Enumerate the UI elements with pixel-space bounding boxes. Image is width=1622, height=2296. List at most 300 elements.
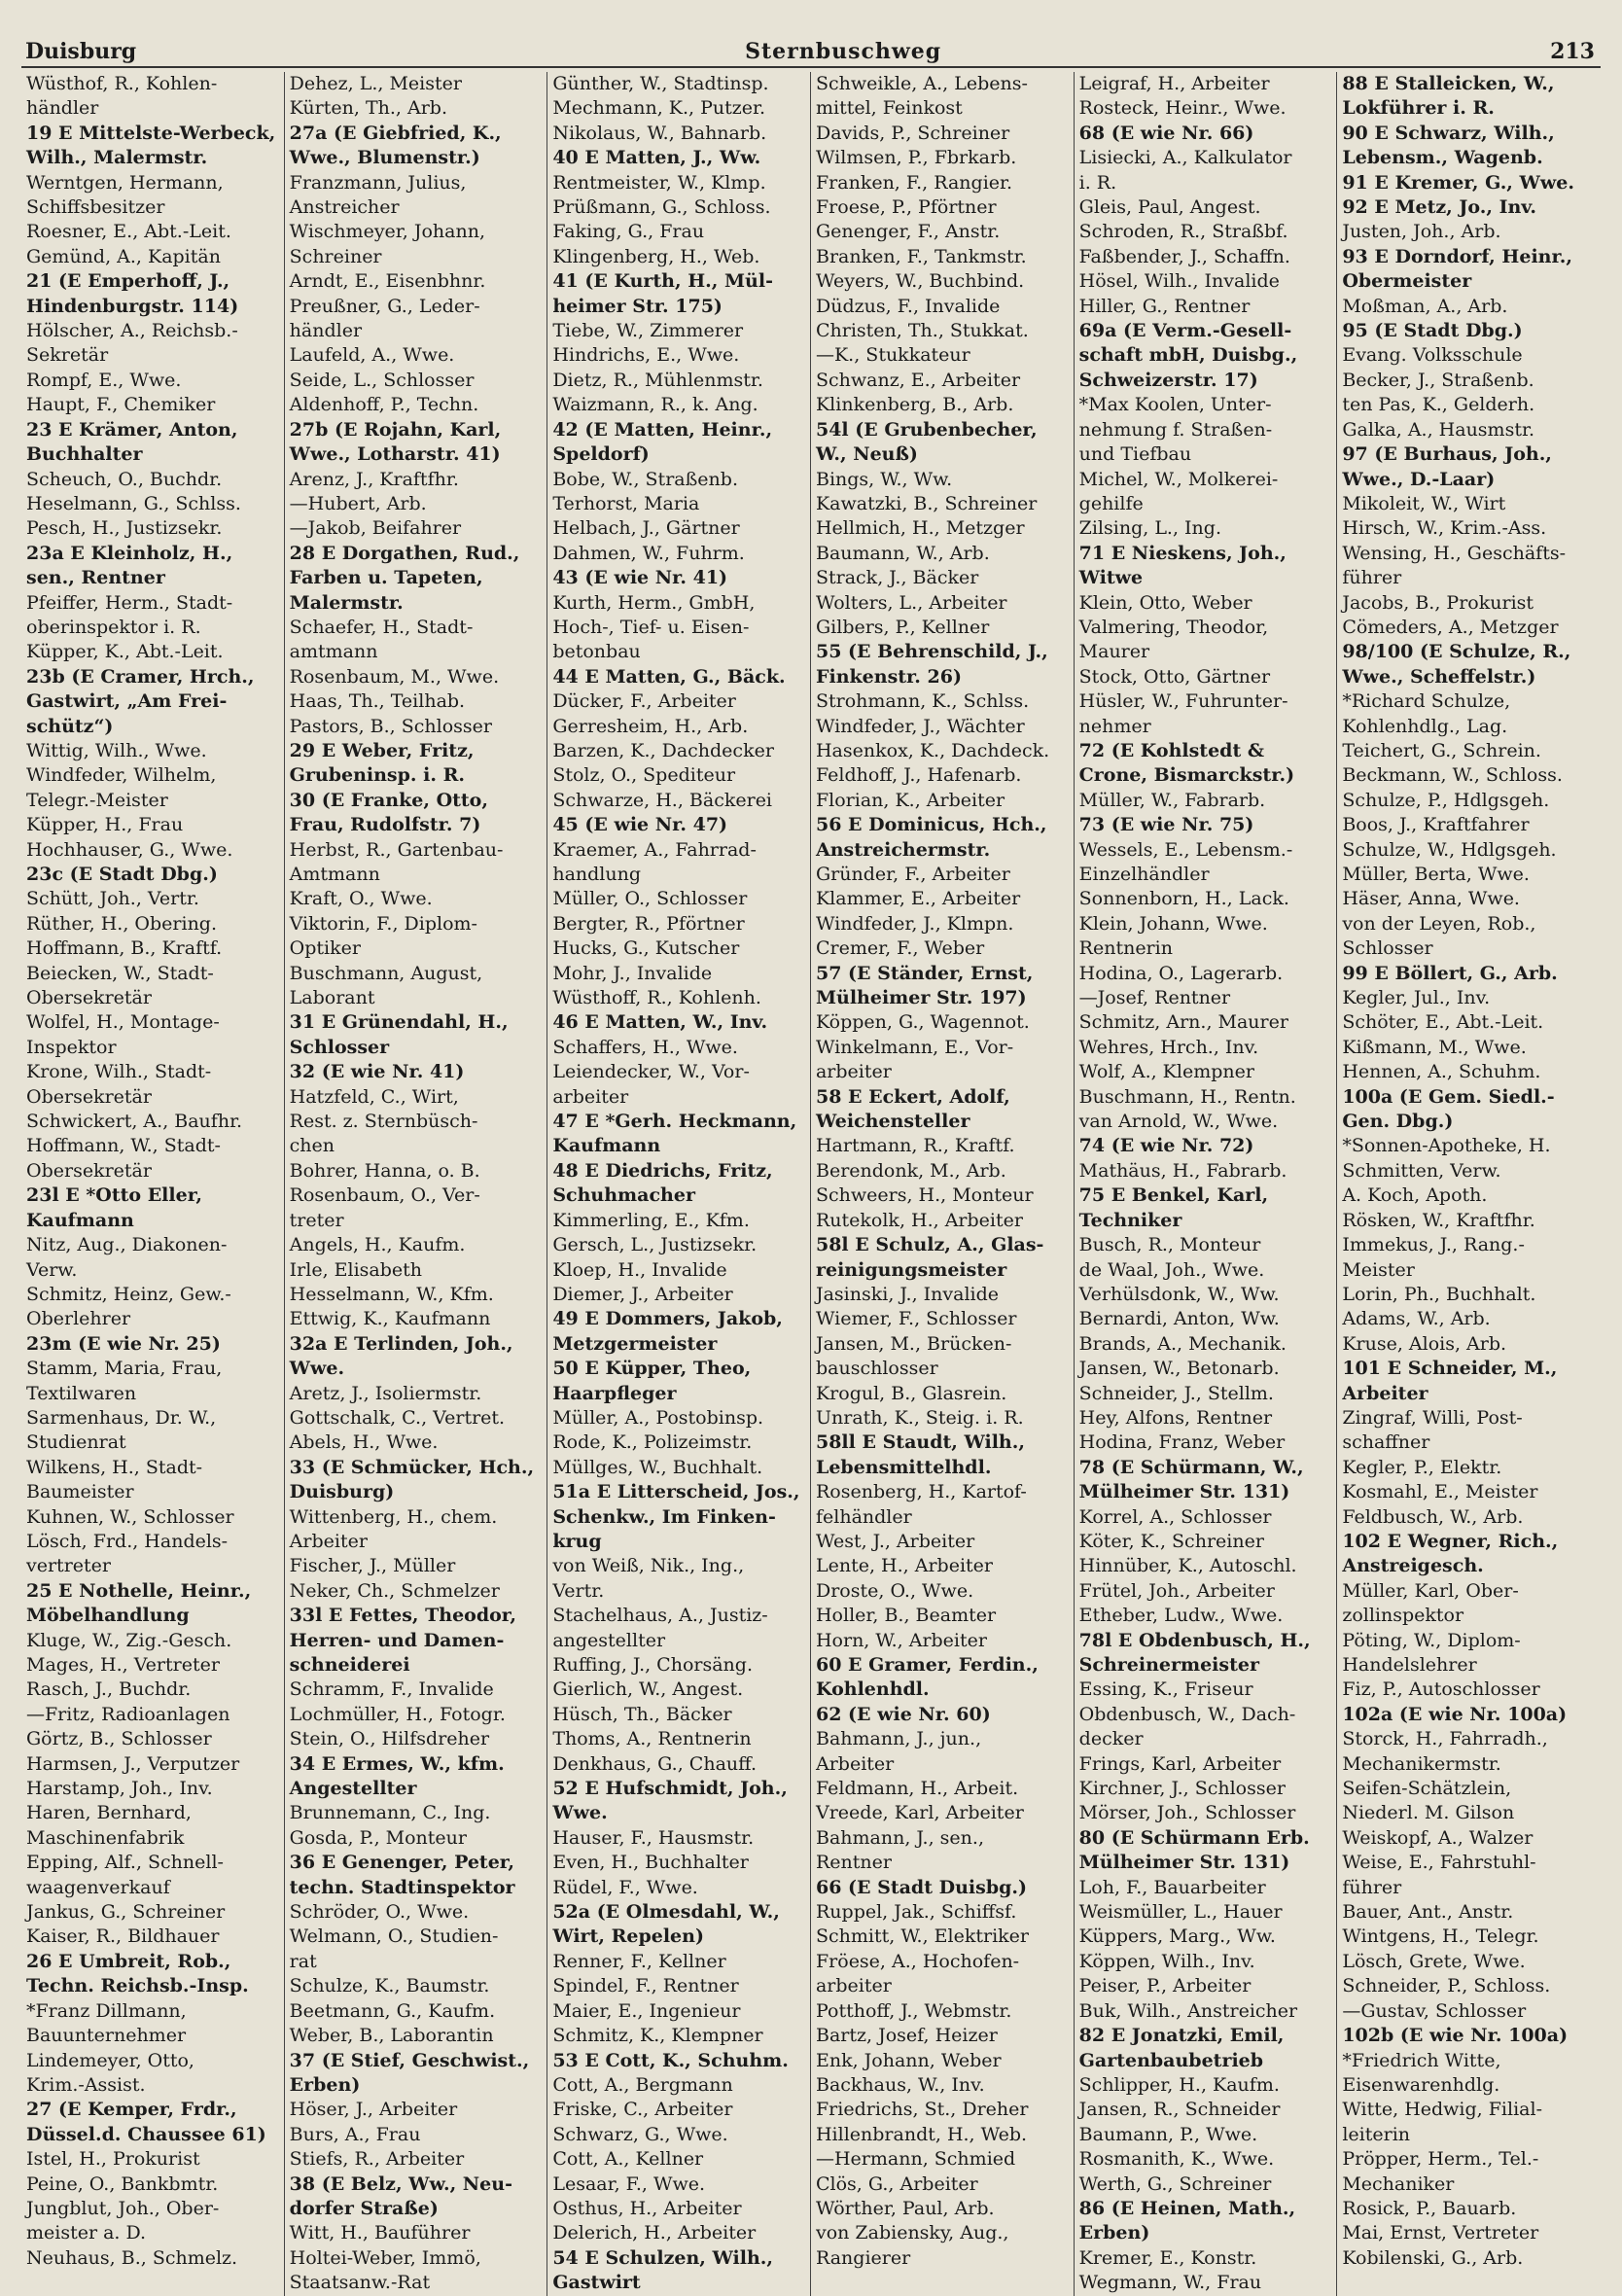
directory-entry: Mathäus, H., Fabrarb.	[1078, 1159, 1287, 1182]
directory-entry: Klein, Otto, Weber	[1078, 591, 1252, 614]
directory-entry: Storck, H., Fahrradh., Mechanikermstr.	[1342, 1728, 1548, 1775]
directory-entry: 75 E Benkel, Karl, Techniker	[1078, 1184, 1269, 1231]
directory-entry: Angels, H., Kaufm.	[289, 1234, 466, 1256]
directory-entry: Michel, W., Molkerei- gehilfe	[1078, 468, 1279, 514]
directory-entry: Feldhoff, J., Hafenarb.	[815, 764, 1022, 787]
directory-entry: —Josef, Rentner	[1078, 987, 1231, 1009]
directory-entry: Windfeder, J., Wächter	[815, 715, 1025, 737]
directory-entry: Franken, F., Rangier.	[815, 171, 1013, 194]
directory-entry: Müller, Berta, Wwe.	[1342, 864, 1530, 885]
directory-entry: Hinnüber, K., Autoschl.	[1078, 1555, 1297, 1577]
directory-entry: Berendonk, M., Arb.	[815, 1159, 1006, 1182]
directory-entry: Rentmeister, W., Klmp.	[552, 171, 766, 194]
directory-entry: Fiz, P., Autoschlosser	[1342, 1678, 1540, 1701]
directory-entry: Klammer, E., Arbeiter	[815, 888, 1021, 910]
column-1	[21, 72, 285, 2296]
directory-entry: Dücker, F., Arbeiter	[552, 690, 736, 713]
directory-entry: 37 (E Stief, Geschwist., Erben)	[289, 2049, 530, 2096]
directory-entry: 33 (E Schmücker, Hch., Duisburg)	[289, 1456, 535, 1503]
directory-entry: Mörser, Joh., Schlosser	[1078, 1802, 1296, 1824]
directory-entry: Werntgen, Hermann, Schiffsbesitzer	[26, 171, 224, 219]
directory-entry: Epping, Alf., Schnell- waagenverkauf	[26, 1852, 224, 1898]
directory-entry: Stachelhaus, A., Justiz- angestellter	[552, 1605, 768, 1651]
directory-entry: Hennen, A., Schuhm.	[1342, 1061, 1541, 1083]
directory-entry: 42 (E Matten, Heinr., Speldorf)	[552, 418, 773, 466]
directory-entry: Kegler, Jul., Inv.	[1342, 987, 1491, 1009]
directory-entry: Wehres, Hrch., Inv.	[1078, 1036, 1259, 1058]
page-header	[21, 39, 1601, 68]
directory-entry: Schwickert, A., Baufhr.	[26, 1111, 243, 1133]
directory-entry: Feldmann, H., Arbeit.	[815, 1778, 1019, 1800]
directory-entry: Haren, Bernhard, Maschinenfabrik	[26, 1802, 192, 1849]
directory-entry: 21 (E Emperhoff, J., Hindenburgstr. 114)	[26, 270, 239, 317]
directory-entry: Müller, A., Postobinsp.	[552, 1406, 764, 1429]
directory-entry: Hellmich, H., Metzger	[815, 517, 1025, 540]
directory-entry: 31 E Grünendahl, H., Schlosser	[289, 1011, 509, 1058]
directory-entry: Lochmüller, H., Fotogr.	[289, 1703, 506, 1725]
directory-entry: Pesch, H., Justizsekr.	[26, 517, 223, 540]
directory-entry: Friedrichs, St., Dreher	[815, 2099, 1029, 2121]
directory-entry: 23m (E wie Nr. 25)	[26, 1332, 221, 1355]
directory-entry: Kaiser, R., Bildhauer	[26, 1925, 220, 1948]
directory-entry: Bohrer, Hanna, o. B.	[289, 1159, 480, 1182]
directory-entry: Lesaar, F., Wwe.	[552, 2172, 706, 2195]
directory-entry: Hirsch, W., Krim.-Ass.	[1342, 517, 1547, 540]
directory-entry: Klingenberg, H., Web.	[552, 245, 760, 267]
header-city: Duisburg	[25, 39, 137, 64]
directory-entry: 29 E Weber, Fritz, Grubeninsp. i. R.	[289, 739, 475, 787]
directory-entry: Clös, G., Arbeiter	[815, 2172, 978, 2195]
directory-entry: Windfeder, J., Klmpn.	[815, 912, 1014, 935]
directory-entry: 100a (E Gem. Siedl.- Gen. Dbg.)	[1342, 1085, 1555, 1133]
directory-entry: Windfeder, Wilhelm, Telegr.-Meister	[26, 764, 217, 811]
directory-entry: Gersch, L., Justizsekr.	[552, 1234, 758, 1256]
directory-entry: Irle, Elisabeth	[289, 1258, 423, 1281]
directory-entry: 72 (E Kohlstedt & Crone, Bismarckstr.)	[1078, 739, 1295, 787]
directory-entry: 23c (E Stadt Dbg.)	[26, 864, 218, 885]
directory-entry: Werth, G., Schreiner	[1078, 2172, 1272, 2195]
directory-entry: Köppen, G., Wagennot.	[815, 1011, 1030, 1034]
directory-entry: Burs, A., Frau	[289, 2123, 421, 2145]
directory-entry: Cremer, F., Weber	[815, 937, 985, 960]
directory-entry: Froese, P., Pförtner	[815, 196, 997, 219]
directory-entry: 91 E Kremer, G., Wwe.	[1342, 171, 1574, 194]
directory-entry: Ruffing, J., Chorsäng.	[552, 1654, 753, 1676]
directory-entry: 44 E Matten, G., Bäck.	[552, 665, 786, 688]
directory-entry: Neuhaus, B., Schmelz.	[26, 2246, 238, 2269]
directory-entry: Stein, O., Hilfsdreher	[289, 1728, 490, 1750]
directory-entry: Peiser, P., Arbeiter	[1078, 1975, 1252, 1997]
directory-entry: Hillenbrandt, H., Web.	[815, 2123, 1028, 2145]
directory-entry: 62 (E wie Nr. 60)	[815, 1703, 991, 1725]
directory-entry: Schroden, R., Straßbf.	[1078, 221, 1288, 243]
directory-entry: Wessels, E., Lebensm.- Einzelhändler	[1078, 838, 1293, 885]
directory-entry: Adams, W., Arb.	[1342, 1308, 1491, 1330]
directory-entry: Beckmann, W., Schloss.	[1342, 764, 1563, 787]
directory-entry: Waizmann, R., k. Ang.	[552, 394, 758, 416]
directory-entry: Günther, W., Stadtinsp.	[552, 73, 769, 94]
directory-entry: Jankus, G., Schreiner	[26, 1901, 226, 1924]
directory-entry: Strohmann, K., Schlss.	[815, 690, 1030, 713]
directory-entry: 23b (E Cramer, Hrch., Gastwirt, „Am Frei- schütz“)	[26, 665, 255, 737]
directory-entry: Branken, F., Tankmstr.	[815, 245, 1027, 267]
directory-entry: Kruse, Alois, Arb.	[1342, 1332, 1507, 1355]
directory-entry: *Sonnen-Apotheke, H. Schmitten, Verw. A. Koch, Apoth.	[1342, 1135, 1551, 1207]
directory-entry: 95 (E Stadt Dbg.)	[1342, 320, 1523, 342]
directory-entry: Jasinski, J., Invalide	[815, 1283, 1000, 1305]
directory-entry: Weber, B., Laborantin	[289, 2025, 494, 2047]
directory-entry: Köppen, Wilh., Inv.	[1078, 1950, 1255, 1972]
directory-entry: Seide, L., Schlosser	[289, 369, 475, 391]
directory-columns	[21, 72, 1601, 2294]
directory-entry: 82 E Jonatzki, Emil, Gartenbaubetrieb	[1078, 2025, 1285, 2071]
directory-entry: 90 E Schwarz, Wilh., Lebensm., Wagenb.	[1342, 122, 1555, 169]
directory-entry: West, J., Arbeiter	[815, 1530, 975, 1552]
directory-entry: Delerich, H., Arbeiter	[552, 2222, 757, 2244]
directory-entry: Müllges, W., Buchhalt.	[552, 1456, 763, 1478]
directory-entry: Kraemer, A., Fahrrad- handlung	[552, 838, 757, 885]
directory-entry: Bings, W., Ww.	[815, 468, 953, 490]
directory-entry: Rüdel, F., Wwe.	[552, 1876, 698, 1898]
directory-entry: Schaefer, H., Stadt- amtmann	[289, 616, 474, 663]
directory-entry: Hösel, Wilh., Invalide	[1078, 270, 1280, 293]
directory-entry: Faßbender, J., Schaffn.	[1078, 245, 1290, 267]
directory-entry: 26 E Umbreit, Rob., Techn. Reichsb.-Insp.	[26, 1950, 249, 1997]
directory-entry: Prüßmann, G., Schloss.	[552, 196, 771, 219]
directory-entry: Kurth, Herm., GmbH, Hoch-, Tief- u. Eisen- betonbau	[552, 591, 756, 663]
directory-entry: 47 E *Gerh. Heckmann, Kaufmann	[552, 1111, 797, 1157]
directory-entry: Höser, J., Arbeiter	[289, 2099, 458, 2121]
directory-entry: Görtz, B., Schlosser	[26, 1728, 212, 1750]
directory-entry: 32 (E wie Nr. 41)	[289, 1061, 465, 1083]
directory-entry: Gierlich, W., Angest.	[552, 1678, 744, 1701]
directory-entry: Evang. Volksschule	[1342, 344, 1523, 367]
directory-entry: Rüther, H., Obering.	[26, 912, 218, 935]
directory-entry: Hartmann, R., Kraftf.	[815, 1135, 1015, 1157]
directory-entry: Gründer, F., Arbeiter	[815, 864, 1010, 885]
directory-entry: 102a (E wie Nr. 100a)	[1342, 1703, 1568, 1725]
directory-entry: 52a (E Olmesdahl, W., Wirt, Repelen)	[552, 1901, 780, 1948]
directory-entry: Bahmann, J., jun., Arbeiter	[815, 1728, 982, 1775]
directory-entry: 57 (E Ständer, Ernst, Mülheimer Str. 197)	[815, 962, 1034, 1009]
directory-entry: Schmitz, K., Klempner	[552, 2025, 763, 2047]
directory-entry: Kobilenski, G., Arb.	[1342, 2246, 1524, 2269]
directory-entry: Klinkenberg, B., Arb.	[815, 394, 1014, 416]
directory-entry: Cömeders, A., Metzger	[1342, 616, 1559, 638]
directory-entry: Schlipper, H., Kaufm.	[1078, 2073, 1280, 2096]
directory-entry: Schramm, F., Invalide	[289, 1678, 494, 1701]
directory-entry: Genenger, F., Anstr.	[815, 221, 1001, 243]
directory-entry: Dahmen, W., Fuhrm.	[552, 542, 745, 564]
directory-entry: de Waal, Joh., Wwe.	[1078, 1258, 1265, 1281]
directory-entry: Wörther, Paul, Arb.	[815, 2197, 995, 2219]
directory-entry: Wittig, Wilh., Wwe.	[26, 739, 207, 761]
directory-entry: Jacobs, B., Prokurist	[1342, 591, 1534, 614]
directory-entry: 23l E *Otto Eller, Kaufmann	[26, 1184, 202, 1231]
directory-entry: Pfeiffer, Herm., Stadt- oberinspektor i. R.	[26, 591, 233, 638]
directory-entry: Preußner, G., Leder- händler	[289, 295, 480, 342]
column-6	[1337, 72, 1601, 2296]
directory-entry: Florian, K., Arbeiter	[815, 789, 1005, 811]
directory-entry: Franzmann, Julius, Anstreicher	[289, 171, 467, 219]
directory-entry: Kimmerling, E., Kfm.	[552, 1209, 750, 1231]
directory-entry: Bergter, R., Pförtner	[552, 912, 745, 935]
directory-entry: Essing, K., Friseur	[1078, 1678, 1253, 1701]
directory-entry: Gemünd, A., Kapitän	[26, 245, 221, 267]
directory-entry: Schmitt, W., Elektriker	[815, 1925, 1029, 1948]
directory-entry: Mai, Ernst, Vertreter	[1342, 2222, 1539, 2244]
directory-entry: Wolters, L., Arbeiter	[815, 591, 1007, 614]
directory-entry: Ettwig, K., Kaufmann	[289, 1308, 491, 1330]
directory-entry: Hoffmann, B., Kraftf.	[26, 937, 223, 960]
directory-entry: Laufeld, A., Wwe.	[289, 344, 455, 367]
directory-entry: Kürten, Th., Arb.	[289, 97, 447, 120]
directory-entry: 58l E Schulz, A., Glas- reinigungsmeister	[815, 1234, 1044, 1281]
directory-entry: Wiemer, F., Schlosser	[815, 1308, 1017, 1330]
directory-entry: Klein, Johann, Wwe. Rentnerin	[1078, 912, 1268, 960]
directory-entry: Hesselmann, W., Kfm.	[289, 1283, 494, 1305]
directory-entry: —Jakob, Beifahrer	[289, 517, 462, 540]
directory-entry: Schneider, P., Schloss.	[1342, 1975, 1551, 1997]
directory-entry: Cott, A., Kellner	[552, 2148, 704, 2171]
directory-entry: 102b (E wie Nr. 100a)	[1342, 2025, 1569, 2047]
directory-entry: —Hermann, Schmied	[815, 2148, 1016, 2171]
directory-entry: Hüsler, W., Fuhrunter- nehmer	[1078, 690, 1288, 737]
directory-entry: Bahmann, J., sen., Rentner	[815, 1826, 984, 1874]
directory-entry: Diemer, J., Arbeiter	[552, 1283, 733, 1305]
directory-entry: Feldbusch, W., Arb.	[1342, 1505, 1524, 1528]
directory-entry: von der Leyen, Rob., Schlosser	[1342, 912, 1536, 960]
directory-entry: 23 E Krämer, Anton, Buchhalter	[26, 418, 238, 466]
directory-entry: Gottschalk, C., Vertret.	[289, 1406, 506, 1429]
directory-entry: Hodina, Franz, Weber	[1078, 1431, 1286, 1454]
directory-entry: Buschmann, August, Laborant	[289, 962, 483, 1009]
directory-entry: Krone, Wilh., Stadt- Obersekretär	[26, 1061, 212, 1108]
directory-entry: 56 E Dominicus, Hch., Anstreichermstr.	[815, 814, 1047, 861]
directory-entry: Bernardi, Anton, Ww.	[1078, 1308, 1280, 1330]
directory-entry: 74 (E wie Nr. 72)	[1078, 1135, 1254, 1157]
directory-entry: 86 (E Heinen, Math., Erben)	[1078, 2197, 1296, 2244]
directory-entry: Rasch, J., Buchdr.	[26, 1678, 192, 1701]
directory-entry: Sonnenborn, H., Lack.	[1078, 888, 1289, 910]
directory-entry: 19 E Mittelste-Werbeck, Wilh., Malermstr.	[26, 122, 276, 169]
directory-entry: 68 (E wie Nr. 66)	[1078, 122, 1254, 144]
directory-entry: Cott, A., Bergmann	[552, 2073, 733, 2096]
directory-entry: Jansen, M., Brücken- bauschlosser	[815, 1332, 1012, 1380]
directory-entry: 55 (E Behrenschild, J., Finkenstr. 26)	[815, 641, 1048, 688]
directory-entry: 88 E Stalleicken, W., Lokführer i. R.	[1342, 73, 1555, 120]
directory-entry: Nikolaus, W., Bahnarb.	[552, 122, 767, 144]
directory-entry: Schütt, Joh., Vertr.	[26, 888, 199, 910]
directory-entry: Dietz, R., Mühlenmstr.	[552, 369, 763, 391]
directory-entry: Nitz, Aug., Diakonen- Verw.	[26, 1234, 228, 1281]
directory-entry: Haupt, F., Chemiker	[26, 394, 216, 416]
directory-entry: Kißmann, M., Wwe.	[1342, 1036, 1527, 1058]
directory-entry: Moßman, A., Arb.	[1342, 295, 1508, 317]
directory-entry: Galka, A., Hausmstr.	[1342, 418, 1534, 441]
directory-entry: 69a (E Verm.-Gesell- schaft mbH, Duisbg., Schweizerstr. 17)	[1078, 320, 1298, 391]
directory-entry: Hatzfeld, C., Wirt, Rest. z. Sternbüsch- chen	[289, 1085, 478, 1157]
directory-entry: Schulze, P., Hdlgsgeh.	[1342, 789, 1550, 811]
directory-entry: Abels, H., Wwe.	[289, 1431, 439, 1454]
directory-entry: Enk, Johann, Weber	[815, 2049, 1002, 2071]
directory-entry: 66 (E Stadt Duisbg.)	[815, 1876, 1027, 1898]
directory-entry: 53 E Cott, K., Schuhm.	[552, 2049, 789, 2071]
directory-entry: Stolz, O., Spediteur	[552, 764, 736, 787]
directory-entry: 54l (E Grubenbecher, W., Neuß)	[815, 418, 1038, 466]
directory-entry: 97 (E Burhaus, Joh., Wwe., D.-Laar)	[1342, 443, 1552, 490]
directory-entry: Fischer, J., Müller	[289, 1555, 456, 1577]
directory-entry: Gosda, P., Monteur	[289, 1826, 467, 1849]
directory-entry: Schweers, H., Monteur	[815, 1184, 1034, 1207]
directory-entry: Rosmanith, K., Wwe.	[1078, 2148, 1275, 2171]
directory-entry: Müller, O., Schlosser	[552, 888, 748, 910]
directory-entry: Schöter, E., Abt.-Leit.	[1342, 1011, 1544, 1034]
directory-entry: Stock, Otto, Gärtner	[1078, 665, 1271, 688]
directory-entry: Pöting, W., Diplom- Handelslehrer	[1342, 1629, 1521, 1676]
directory-entry: Viktorin, F., Diplom- Optiker	[289, 912, 477, 960]
directory-entry: Pröpper, Herm., Tel.- Mechaniker	[1342, 2148, 1539, 2195]
directory-entry: 80 (E Schürmann Erb. Mülheimer Str. 131)	[1078, 1826, 1310, 1874]
directory-entry: 99 E Böllert, G., Arb.	[1342, 962, 1558, 984]
page-number: 213	[1550, 39, 1595, 64]
directory-entry: Weiskopf, A., Walzer	[1342, 1826, 1534, 1849]
directory-entry: Terhorst, Maria	[552, 492, 700, 514]
column-3	[547, 72, 811, 2296]
directory-entry: Hodina, O., Lagerarb.	[1078, 962, 1284, 984]
directory-entry: Lösch, Frd., Handels- vertreter	[26, 1530, 229, 1577]
directory-entry: Kraft, O., Wwe.	[289, 888, 433, 910]
directory-entry: Krogul, B., Glasrein.	[815, 1382, 1007, 1404]
directory-entry: Haas, Th., Teilhab.	[289, 690, 466, 713]
directory-entry: 27b (E Rojahn, Karl, Wwe., Lotharstr. 41)	[289, 418, 502, 466]
directory-entry: Zilsing, L., Ing.	[1078, 517, 1221, 540]
directory-entry: Weismüller, L., Hauer	[1078, 1901, 1283, 1924]
directory-entry: Osthus, H., Arbeiter	[552, 2197, 742, 2219]
directory-entry: Buk, Wilh., Anstreicher	[1078, 1999, 1298, 2022]
directory-entry: Rosenbaum, O., Ver- treter	[289, 1184, 480, 1231]
directory-entry: Kawatzki, B., Schreiner	[815, 492, 1038, 514]
directory-entry: Wegmann, W., Frau	[1078, 2272, 1262, 2294]
directory-entry: Horn, W., Arbeiter	[815, 1629, 987, 1651]
directory-entry: Lente, H., Arbeiter	[815, 1555, 993, 1577]
directory-entry: 34 E Ermes, W., kfm. Angestellter	[289, 1752, 505, 1800]
directory-entry: 73 (E wie Nr. 75)	[1078, 814, 1254, 836]
directory-entry: Aretz, J., Isoliermstr.	[289, 1382, 482, 1404]
directory-entry: 49 E Dommers, Jakob, Metzgermeister	[552, 1308, 783, 1355]
directory-entry: 78l E Obdenbusch, H., Schreinermeister	[1078, 1629, 1311, 1676]
directory-entry: Scheuch, O., Buchdr.	[26, 468, 223, 490]
directory-entry: Leiendecker, W., Vor- arbeiter	[552, 1061, 750, 1108]
directory-entry: Wischmeyer, Johann, Schreiner	[289, 221, 486, 267]
directory-entry: Hucks, G., Kutscher	[552, 937, 740, 960]
directory-entry: Bartz, Josef, Heizer	[815, 2025, 998, 2047]
directory-entry: Wittenberg, H., chem. Arbeiter	[289, 1505, 498, 1552]
directory-entry: Neker, Ch., Schmelzer	[289, 1579, 500, 1602]
directory-entry: 45 (E wie Nr. 47)	[552, 814, 728, 836]
directory-entry: 41 (E Kurth, H., Mül- heimer Str. 175)	[552, 270, 773, 317]
directory-entry: 101 E Schneider, M., Arbeiter	[1342, 1358, 1558, 1404]
directory-entry: Loh, F., Bauarbeiter	[1078, 1876, 1266, 1898]
directory-entry: Hey, Alfons, Rentner	[1078, 1406, 1273, 1429]
directory-entry: 30 (E Franke, Otto, Frau, Rudolfstr. 7)	[289, 789, 488, 836]
directory-entry: Friske, C., Arbeiter	[552, 2099, 733, 2121]
directory-entry: Seifen-Schätzlein, Niederl. M. Gilson	[1342, 1778, 1515, 1824]
directory-entry: Helbach, J., Gärtner	[552, 517, 740, 540]
directory-entry: Busch, R., Monteur	[1078, 1234, 1261, 1256]
directory-entry: Valmering, Theodor, Maurer	[1078, 616, 1269, 663]
directory-entry: ten Pas, K., Gelderh.	[1342, 394, 1535, 416]
directory-entry: Baumann, W., Arb.	[815, 542, 990, 564]
directory-entry: Maier, E., Ingenieur	[552, 1999, 741, 2022]
directory-entry: *Franz Dillmann, Bauunternehmer	[26, 1999, 187, 2047]
directory-entry: Witte, Hedwig, Filial- leiterin	[1342, 2099, 1542, 2145]
directory-entry: Küpper, H., Frau	[26, 814, 184, 836]
directory-entry: Harmsen, J., Verputzer	[26, 1752, 240, 1775]
directory-entry: Dehez, L., Meister	[289, 73, 462, 94]
directory-entry: 27 (E Kemper, Frdr., Düssel.d. Chaussee 61)	[26, 2099, 266, 2145]
directory-entry: Teichert, G., Schrein.	[1342, 739, 1541, 761]
directory-entry: 36 E Genenger, Peter, techn. Stadtinspektor	[289, 1852, 515, 1898]
directory-entry: Hasenkox, K., Dachdeck.	[815, 739, 1050, 761]
directory-entry: Rosteck, Heinr., Wwe.	[1078, 97, 1287, 120]
directory-entry: —Fritz, Radioanlagen	[26, 1703, 230, 1725]
directory-entry: *Friedrich Witte, Eisenwarenhdlg.	[1342, 2049, 1501, 2096]
directory-entry: Obdenbusch, W., Dach- decker	[1078, 1703, 1296, 1750]
directory-entry: Pastors, B., Schlosser	[289, 715, 492, 737]
directory-entry: Kluge, W., Zig.-Gesch.	[26, 1629, 232, 1651]
directory-entry: Rosenberg, H., Kartof- felhändler	[815, 1481, 1027, 1528]
directory-entry: Weyers, W., Buchbind.	[815, 270, 1025, 293]
directory-entry: Kegler, P., Elektr.	[1342, 1456, 1502, 1478]
directory-entry: Potthoff, J., Webmstr.	[815, 1999, 1012, 2022]
directory-entry: Ruppel, Jak., Schiffsf.	[815, 1901, 1017, 1924]
directory-entry: Mikoleit, W., Wirt	[1342, 492, 1506, 514]
column-5	[1075, 72, 1338, 2296]
directory-entry: —Hubert, Arb.	[289, 492, 427, 514]
directory-entry: Immekus, J., Rang.- Meister	[1342, 1234, 1525, 1281]
directory-entry: Schwarz, G., Wwe.	[552, 2123, 728, 2145]
directory-entry: Herbst, R., Gartenbau- Amtmann	[289, 838, 504, 885]
directory-entry: 32a E Terlinden, Joh., Wwe.	[289, 1332, 513, 1380]
directory-entry: Wüsthoff, R., Kohlenh.	[552, 987, 761, 1009]
directory-entry: Küpper, K., Abt.-Leit.	[26, 641, 224, 663]
directory-entry: Schaffers, H., Wwe.	[552, 1036, 738, 1058]
directory-entry: Aldenhoff, P., Techn.	[289, 394, 479, 416]
directory-entry: Strack, J., Bäcker	[815, 567, 979, 589]
directory-entry: Rösken, W., Kraftfhr.	[1342, 1209, 1535, 1231]
directory-entry: Müller, Karl, Ober- zollinspektor	[1342, 1579, 1519, 1627]
directory-entry: Schwarze, H., Bäckerei	[552, 789, 773, 811]
directory-entry: Welmann, O., Studien- rat	[289, 1925, 499, 1972]
directory-entry: Davids, P., Schreiner	[815, 122, 1010, 144]
directory-entry: Faking, G., Frau	[552, 221, 705, 243]
directory-entry: Wintgens, H., Telegr.	[1342, 1925, 1539, 1948]
directory-entry: Mechmann, K., Putzer.	[552, 97, 766, 120]
directory-entry: Gleis, Paul, Angest.	[1078, 196, 1261, 219]
directory-entry: 58ll E Staudt, Wilh., Lebensmittelhdl.	[815, 1431, 1025, 1478]
directory-entry: Baumann, P., Wwe.	[1078, 2123, 1258, 2145]
directory-entry: Hindrichs, E., Wwe.	[552, 344, 740, 367]
directory-entry: Thoms, A., Rentnerin	[552, 1728, 752, 1750]
directory-entry: Brands, A., Mechanik.	[1078, 1332, 1287, 1355]
directory-entry: Backhaus, W., Inv.	[815, 2073, 985, 2096]
directory-entry: Köter, K., Schreiner	[1078, 1530, 1264, 1552]
directory-entry: 46 E Matten, W., Inv.	[552, 1011, 768, 1034]
directory-entry: Hoffmann, W., Stadt- Obersekretär	[26, 1135, 221, 1182]
directory-entry: Rompf, E., Wwe.	[26, 369, 182, 391]
directory-entry: Schulze, K., Baumstr.	[289, 1975, 490, 1997]
